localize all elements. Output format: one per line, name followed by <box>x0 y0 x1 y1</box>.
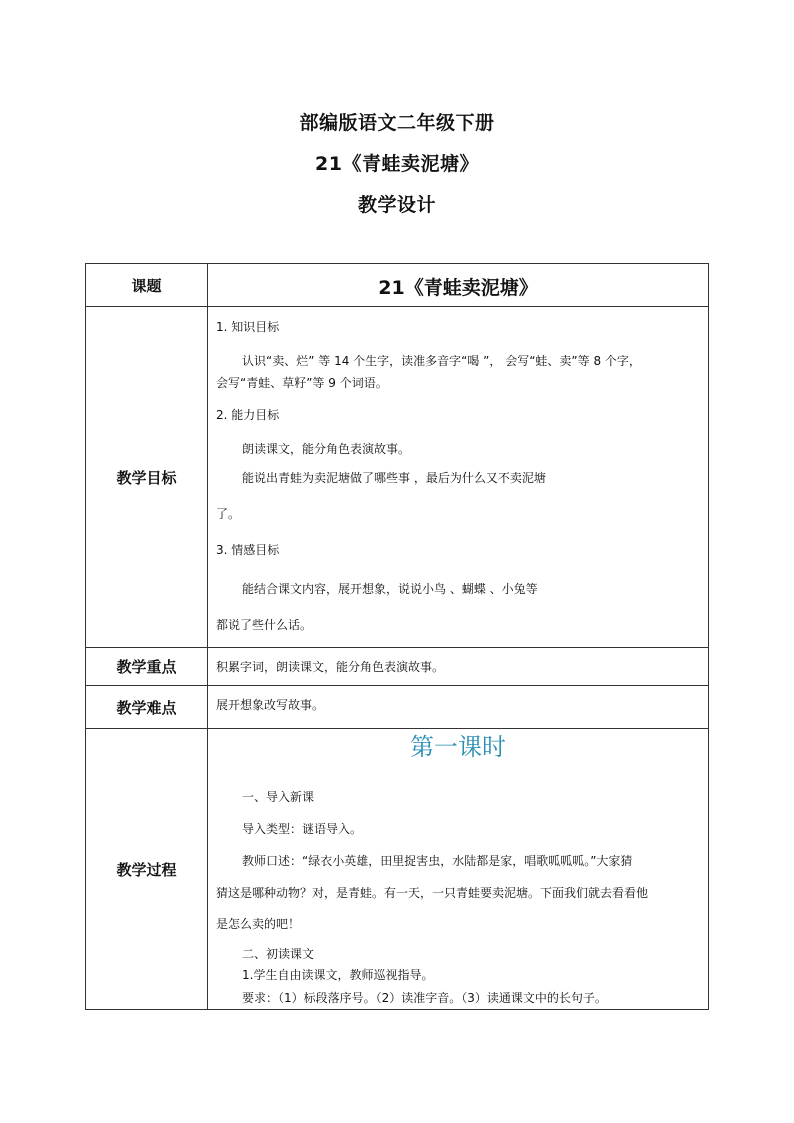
objective-text: 了。 <box>216 507 241 521</box>
key-points-value: 积累字词，朗读课文，能分角色表演故事。 <box>216 660 445 674</box>
process-text: 二、初读课文 <box>242 947 315 961</box>
lesson-plan-table <box>85 263 709 1010</box>
difficulties-label: 教学难点 <box>86 686 208 729</box>
process-text: 是怎么卖的吧！ <box>216 917 301 931</box>
objective-text: 朗读课文，能分角色表演故事。 <box>242 442 411 456</box>
difficulties-value: 展开想象改写故事。 <box>216 698 325 712</box>
process-text: 一、导入新课 <box>242 790 315 804</box>
difficulties-row <box>86 686 709 729</box>
objectives-label: 教学目标 <box>86 307 208 648</box>
document-subtitle: 教学设计 <box>357 194 436 216</box>
document-title: 部编版语文二年级下册 <box>299 112 495 134</box>
objective-heading-ability: 2. 能力目标 <box>216 408 280 422</box>
objective-text: 能说出青蛙为卖泥塘做了哪些事 ，最后为什么又不卖泥塘 <box>242 471 546 485</box>
objective-text: 都说了些什么话。 <box>216 618 313 632</box>
objectives-row <box>86 307 709 648</box>
process-row <box>86 729 709 1010</box>
process-text: 猜这是哪种动物？对，是青蛙。有一天，一只青蛙要卖泥塘。下面我们就去看看他 <box>216 886 649 900</box>
objective-text: 会写“青蛙、草籽”等 9 个词语。 <box>216 376 388 390</box>
lesson-period-title: 第一课时 <box>410 733 506 761</box>
process-text: 要求：（1）标段落序号。（2）读准字音。（3）读通课文中的长句子。 <box>242 991 607 1005</box>
topic-cell <box>208 264 709 307</box>
process-label: 教学过程 <box>86 729 208 1010</box>
key-points-cell <box>208 648 709 686</box>
process-text: 导入类型：谜语导入。 <box>242 822 363 836</box>
topic-value: 21《青蛙卖泥塘》 <box>378 277 538 299</box>
objective-text: 认识“卖、烂” 等 14 个生字，读准多音字“喝 ”， 会写“蛙、卖”等 8 个字， <box>242 354 641 368</box>
process-text: 教师口述：“绿衣小英雄，田里捉害虫，水陆都是家，唱歌呱呱呱。”大家猜 <box>242 854 633 868</box>
difficulties-cell <box>208 686 709 729</box>
objective-text: 能结合课文内容，展开想象，说说小鸟 、蝴蝶 、小兔等 <box>242 582 538 596</box>
topic-label: 课题 <box>86 264 208 307</box>
process-text: 1.学生自由读课文，教师巡视指导。 <box>242 968 434 982</box>
key-points-row <box>86 648 709 686</box>
key-points-label: 教学重点 <box>86 648 208 686</box>
lesson-name: 21《青蛙卖泥塘》 <box>315 153 479 175</box>
objective-heading-knowledge: 1. 知识目标 <box>216 320 280 334</box>
process-cell <box>208 729 709 1010</box>
topic-row <box>86 264 709 307</box>
objectives-cell <box>208 307 709 648</box>
objective-heading-emotion: 3. 情感目标 <box>216 543 280 557</box>
